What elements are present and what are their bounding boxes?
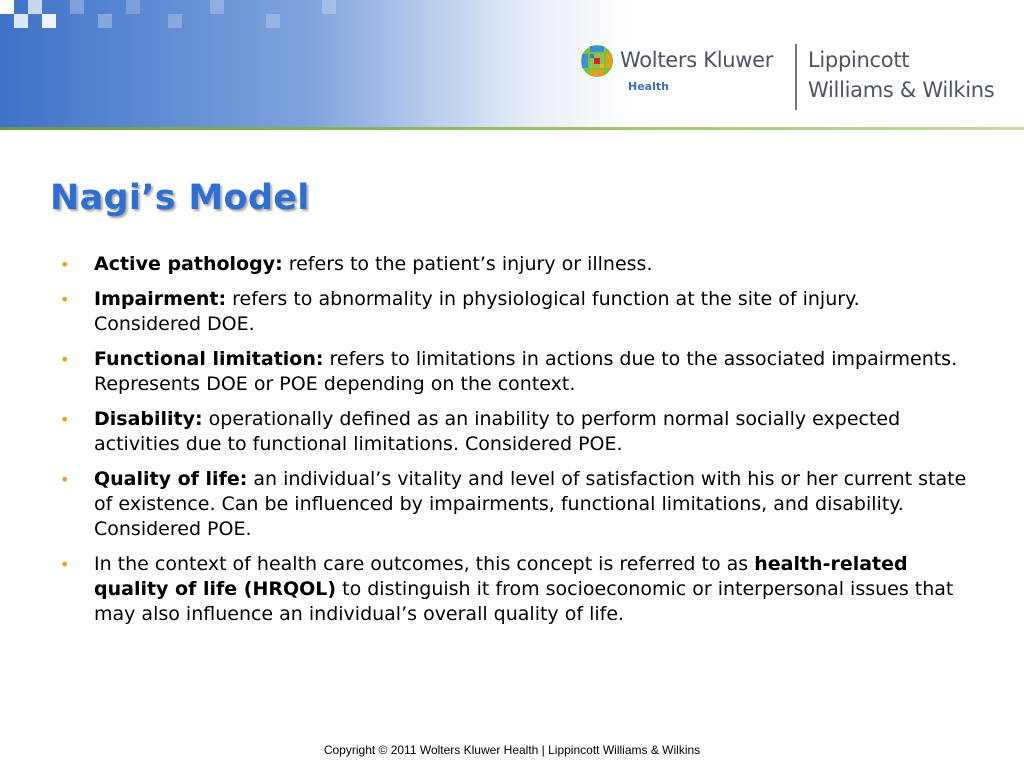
bullet-text: refers to the patient’s injury or illness.	[282, 253, 653, 275]
header-banner	[0, 0, 1024, 127]
wolters-kluwer-globe-icon	[580, 44, 614, 78]
bullet-text: operationally defined as an inability to perform normal socially expected activities due to functional limitations. Considered POE.	[94, 408, 901, 455]
company-name: Wolters Kluwer	[620, 48, 774, 72]
bullet-dot-icon: •	[60, 350, 70, 369]
bullet-term: Functional limitation:	[94, 348, 324, 370]
slide-title: Nagi’s Model	[50, 178, 310, 218]
bullet-dot-icon: •	[60, 470, 70, 489]
bullet-dot-icon: •	[60, 290, 70, 309]
header-divider	[0, 127, 1024, 130]
bullet-disability	[60, 407, 970, 457]
bullet-term: Quality of life:	[94, 468, 248, 490]
copyright-text: Copyright © 2011 Wolters Kluwer Health | Lippincott Williams & Wilkins	[323, 743, 701, 757]
bullet-impairment	[60, 287, 970, 337]
bullet-dot-icon: •	[60, 410, 70, 429]
bullet-text: refers to limitations in actions due to the associated impairments. Represents DOE or POE depending on the context.	[94, 348, 958, 395]
company-division: Health	[628, 80, 669, 93]
bullet-term: health-related quality of life (HRQOL)	[94, 553, 908, 600]
bullet-hrqol	[60, 552, 970, 627]
bullet-functional-limitation	[60, 347, 970, 397]
bullet-term: Active pathology:	[94, 253, 283, 275]
bullet-text: to distinguish it from socioeconomic or interpersonal issues that may also influence an individual’s overall quality of life.	[94, 578, 954, 625]
bullet-term: Impairment:	[94, 288, 227, 310]
publisher-logo	[580, 44, 1020, 114]
logo-divider	[795, 44, 797, 110]
bullet-text: an individual’s vitality and level of satisfaction with his or her current state of existence. Can be influenced by impairments, functional limitations, and disability. Considered POE.	[94, 468, 967, 540]
imprint-line-1: Lippincott	[808, 48, 910, 72]
copyright-footer	[0, 743, 1024, 757]
bullet-dot-icon: •	[60, 555, 70, 574]
bullet-text-lead: In the context of health care outcomes, this concept is referred to as	[94, 553, 755, 575]
bullet-term: Disability:	[94, 408, 203, 430]
bullet-text: refers to abnormality in physiological function at the site of injury. Considered DOE.	[94, 288, 860, 335]
bullet-dot-icon: •	[60, 255, 70, 274]
bullet-quality-of-life	[60, 467, 970, 542]
bullet-active-pathology	[60, 252, 970, 277]
imprint-line-2: Williams & Wilkins	[808, 78, 995, 102]
bullet-list	[60, 252, 970, 637]
decorative-squares	[0, 0, 420, 28]
